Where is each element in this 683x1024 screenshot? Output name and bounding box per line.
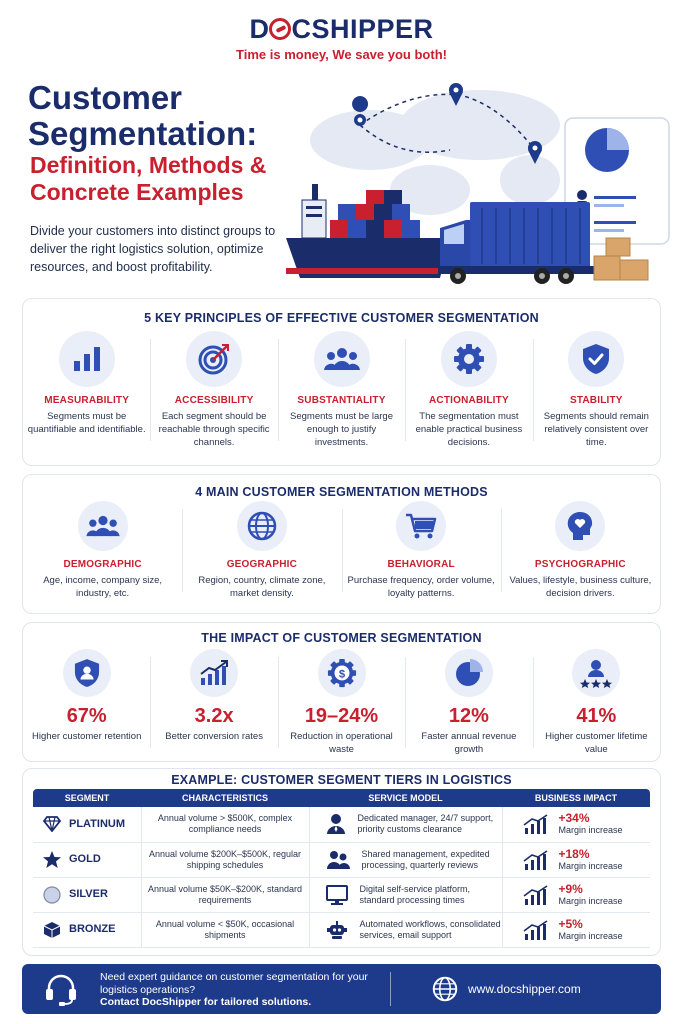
page-description: Divide your customers into distinct groups to deliver the right logistics solution, optimize resources, and boost profitability. <box>30 224 276 274</box>
team-icon <box>326 850 350 870</box>
impact-percentage: +18% <box>558 846 590 861</box>
method-text: Purchase frequency, order volume, loyalty patterns. <box>347 575 495 599</box>
impact-text: Higher customer retention <box>32 731 142 742</box>
impact-text: Faster annual revenue growth <box>421 731 517 755</box>
principle-head: MEASURABILITY <box>44 395 130 406</box>
principle-head: SUBSTANTIALITY <box>297 395 386 406</box>
segment-characteristics: Annual volume < $50K, occasional shipments <box>141 912 309 947</box>
page-subtitle: Definition, Methods & Concrete Examples <box>30 152 267 205</box>
impact-percentage: +5% <box>558 916 583 931</box>
method-text: Region, country, climate zone, market density. <box>198 575 326 599</box>
globe-icon <box>432 976 458 1002</box>
method-head: DEMOGRAPHIC <box>63 559 142 570</box>
hero-illustration <box>280 70 680 290</box>
principle-head: ACTIONABILITY <box>429 395 509 406</box>
impact-text: Reduction in operational waste <box>290 731 393 755</box>
cart-icon <box>405 512 437 540</box>
footer-banner <box>22 964 661 1014</box>
footer-text <box>100 971 370 1009</box>
headset-icon <box>44 974 78 1006</box>
table-row <box>33 877 650 912</box>
principles-panel <box>22 298 661 466</box>
robot-icon <box>326 920 348 940</box>
people-group-icon <box>324 346 360 372</box>
impact-panel <box>22 622 661 762</box>
tiers-title: EXAMPLE: CUSTOMER SEGMENT TIERS IN LOGISTICS <box>171 773 512 787</box>
segment-characteristics: Annual volume > $500K, complex compliance needs <box>141 807 309 842</box>
svg-text:$: $ <box>338 668 345 681</box>
segment-characteristics: Annual volume $50K–$200K, standard requirements <box>141 877 309 912</box>
method-behavioral <box>342 501 501 600</box>
tiers-panel <box>22 768 661 956</box>
impact-label: Margin increase <box>558 930 623 941</box>
target-icon <box>198 343 230 375</box>
impact-retention <box>23 649 150 756</box>
diamond-icon <box>43 816 61 832</box>
footer-cta-link[interactable]: Contact DocShipper for tailored solutions. <box>100 996 312 1008</box>
header-business-impact: BUSINESS IMPACT <box>502 789 650 807</box>
header-characteristics: CHARACTERISTICS <box>141 789 309 807</box>
growth-chart-icon <box>523 850 549 870</box>
impact-text: Better conversion rates <box>165 731 263 742</box>
impact-value: 19–24% <box>304 705 379 727</box>
growth-chart-icon <box>523 885 549 905</box>
service-model: Shared management, expedited processing, quarterly reviews <box>361 848 490 870</box>
growth-chart-icon <box>523 814 549 834</box>
service-model: Automated workflows, consolidated services, email support <box>359 918 501 940</box>
principle-head: STABILITY <box>569 395 623 406</box>
impact-text: Higher customer lifetime value <box>545 731 648 755</box>
impact-value: 41% <box>576 705 617 727</box>
method-demographic <box>23 501 182 600</box>
head-heart-icon <box>566 511 594 541</box>
page-title: Customer Segmentation: <box>28 79 258 152</box>
impact-value: 67% <box>66 705 107 727</box>
principle-stability <box>533 331 660 449</box>
impact-growth <box>405 649 532 756</box>
brand-logo <box>0 14 683 62</box>
bar-chart-icon <box>72 345 102 373</box>
impact-percentage: +34% <box>558 811 590 826</box>
logo-plane-icon <box>269 18 291 40</box>
principle-text: The segmentation must enable practical business decisions. <box>415 411 523 448</box>
shield-user-icon <box>74 658 100 688</box>
principle-accessibility <box>150 331 277 449</box>
impact-label: Margin increase <box>558 825 623 836</box>
impact-label: Margin increase <box>558 895 623 906</box>
circle-icon <box>43 886 61 904</box>
segment-characteristics: Annual volume $200K–$500K, regular shipping schedules <box>141 842 309 877</box>
website-link[interactable]: www.docshipper.com <box>468 982 581 996</box>
shield-check-icon <box>582 343 610 375</box>
brand-tagline: Time is money, We save you both! <box>236 47 447 62</box>
service-model: Dedicated manager, 24/7 support, priority customs clearance <box>357 813 494 835</box>
method-head: BEHAVIORAL <box>387 559 455 570</box>
dollar-gear-icon <box>327 658 357 688</box>
method-text: Age, income, company size, industry, etc. <box>43 575 163 599</box>
principle-substantiality <box>278 331 405 449</box>
growth-chart-icon <box>523 920 549 940</box>
footer-divider <box>390 972 391 1006</box>
principle-text: Segments must be large enough to justify investments. <box>290 411 393 448</box>
principle-head: ACCESSIBILITY <box>174 395 254 406</box>
table-row <box>33 807 650 842</box>
brand-name: D CSHIPPER <box>249 14 434 44</box>
method-head: GEOGRAPHIC <box>226 559 298 570</box>
tiers-table <box>33 789 650 948</box>
header-segment: SEGMENT <box>33 789 141 807</box>
people-icon <box>86 514 120 538</box>
impact-waste <box>278 649 405 756</box>
segment-name: GOLD <box>69 853 101 865</box>
principles-title: 5 KEY PRINCIPLES OF EFFECTIVE CUSTOMER SEGMENTATION <box>144 311 539 325</box>
segment-name: BRONZE <box>69 923 116 935</box>
gear-icon <box>453 343 485 375</box>
principle-text: Segments should remain relatively consistent over time. <box>543 411 649 448</box>
method-head: PSYCHOGRAPHIC <box>534 559 626 570</box>
cube-icon <box>43 921 61 939</box>
method-geographic <box>182 501 341 600</box>
methods-panel <box>22 474 661 614</box>
monitor-icon <box>326 885 348 905</box>
impact-title: THE IMPACT OF CUSTOMER SEGMENTATION <box>201 631 482 645</box>
header-service-model: SERVICE MODEL <box>309 789 502 807</box>
user-stars-icon <box>579 658 613 688</box>
manager-icon <box>326 813 346 835</box>
impact-percentage: +9% <box>558 881 583 896</box>
footer-message: Need expert guidance on customer segmentation for your logistics operations? <box>100 971 368 996</box>
principle-measurability <box>23 331 150 449</box>
pie-chart-icon <box>454 658 484 688</box>
growth-chart-icon <box>199 660 229 686</box>
method-psychographic <box>501 501 660 600</box>
methods-title: 4 MAIN CUSTOMER SEGMENTATION METHODS <box>195 485 488 499</box>
service-model: Digital self-service platform, standard processing times <box>359 883 471 905</box>
impact-value: 3.2x <box>194 705 234 727</box>
segment-name: SILVER <box>69 888 108 900</box>
table-row <box>33 842 650 877</box>
segment-name: PLATINUM <box>69 817 126 830</box>
truck-icon <box>438 202 594 284</box>
globe-icon <box>247 511 277 541</box>
principle-text: Each segment should be reachable through specific channels. <box>158 411 270 448</box>
impact-lifetime <box>533 649 660 756</box>
star-icon <box>43 851 61 868</box>
table-row <box>33 912 650 947</box>
impact-conversion <box>150 649 277 756</box>
impact-value: 12% <box>448 705 489 727</box>
principle-actionability <box>405 331 532 449</box>
method-text: Values, lifestyle, business culture, decision drivers. <box>509 575 652 599</box>
principle-text: Segments must be quantifiable and identifiable. <box>27 411 146 435</box>
impact-label: Margin increase <box>558 860 623 871</box>
